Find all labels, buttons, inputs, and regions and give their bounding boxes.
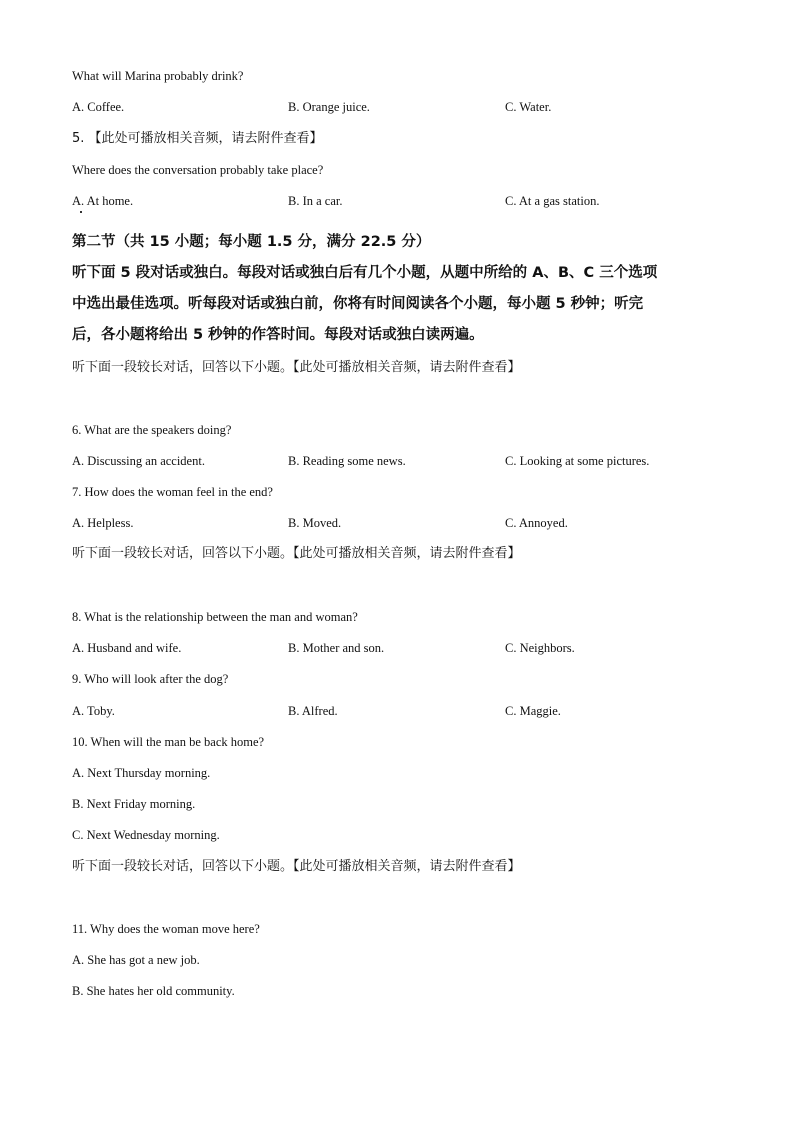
option-c: C. Maggie. (505, 704, 561, 718)
option-a: A. Helpless. (72, 516, 134, 530)
option-b: B. In a car. (288, 194, 343, 208)
option-a: A. Coffee. (72, 100, 125, 114)
question-8-text: 8. What is the relationship between the man and woman? (72, 610, 358, 624)
option-a: A. Toby. (72, 704, 115, 718)
question-5-text: Where does the conversation probably take place? (72, 163, 324, 177)
option-b: B. Alfred. (288, 704, 338, 718)
option-c: C. Annoyed. (505, 516, 568, 530)
question-10-option-a: A. Next Thursday morning. (72, 766, 211, 780)
section-2-instruction-line-2: 中选出最佳选项。听每段对话或独白前，你将有时间阅读各个小题，每小题 5 秒钟；听完 (72, 296, 644, 312)
option-c: C. At a gas station. (505, 194, 600, 208)
option-b: B. Orange juice. (288, 100, 370, 114)
option-b: B. Mother and son. (288, 641, 385, 655)
question-4-options (72, 99, 752, 115)
audio-note-5: 5. 【此处可播放相关音频，请去附件查看】 (72, 131, 323, 146)
stray-dot (80, 211, 82, 213)
option-b: B. Reading some news. (288, 454, 406, 468)
question-10-option-c: C. Next Wednesday morning. (72, 828, 220, 842)
question-11-text: 11. Why does the woman move here? (72, 922, 260, 936)
audio-prompt-2: 听下面一段较长对话，回答以下小题。【此处可播放相关音频，请去附件查看】 (72, 546, 521, 561)
question-9-text: 9. Who will look after the dog? (72, 672, 229, 686)
option-b: B. Moved. (288, 516, 342, 530)
question-7-options (72, 515, 752, 531)
question-11-option-b: B. She hates her old community. (72, 984, 235, 998)
question-10-text: 10. When will the man be back home? (72, 735, 265, 749)
option-c: C. Water. (505, 100, 552, 114)
option-c: C. Neighbors. (505, 641, 575, 655)
option-c: C. Looking at some pictures. (505, 454, 650, 468)
question-4-text: What will Marina probably drink? (72, 69, 244, 83)
audio-prompt-1: 听下面一段较长对话，回答以下小题。【此处可播放相关音频，请去附件查看】 (72, 360, 521, 375)
option-a: A. Husband and wife. (72, 641, 182, 655)
section-2-instruction-line-3: 后，各小题将给出 5 秒钟的作答时间。每段对话或独白读两遍。 (72, 327, 484, 343)
option-a: A. Discussing an accident. (72, 454, 205, 468)
option-a: A. At home. (72, 194, 134, 208)
section-2-heading: 第二节（共 15 小题；每小题 1.5 分，满分 22.5 分） (72, 234, 431, 250)
question-9-options (72, 703, 752, 719)
question-6-text: 6. What are the speakers doing? (72, 423, 232, 437)
section-2-instruction-line-1: 听下面 5 段对话或独白。每段对话或独白后有几个小题，从题中所给的 A、B、C 三个选项 (72, 265, 658, 281)
question-7-text: 7. How does the woman feel in the end? (72, 485, 273, 499)
question-6-options (72, 453, 752, 469)
question-10-option-b: B. Next Friday morning. (72, 797, 196, 811)
question-11-option-a: A. She has got a new job. (72, 953, 200, 967)
question-8-options (72, 640, 752, 656)
audio-prompt-3: 听下面一段较长对话，回答以下小题。【此处可播放相关音频，请去附件查看】 (72, 859, 521, 874)
question-5-options (72, 193, 752, 209)
